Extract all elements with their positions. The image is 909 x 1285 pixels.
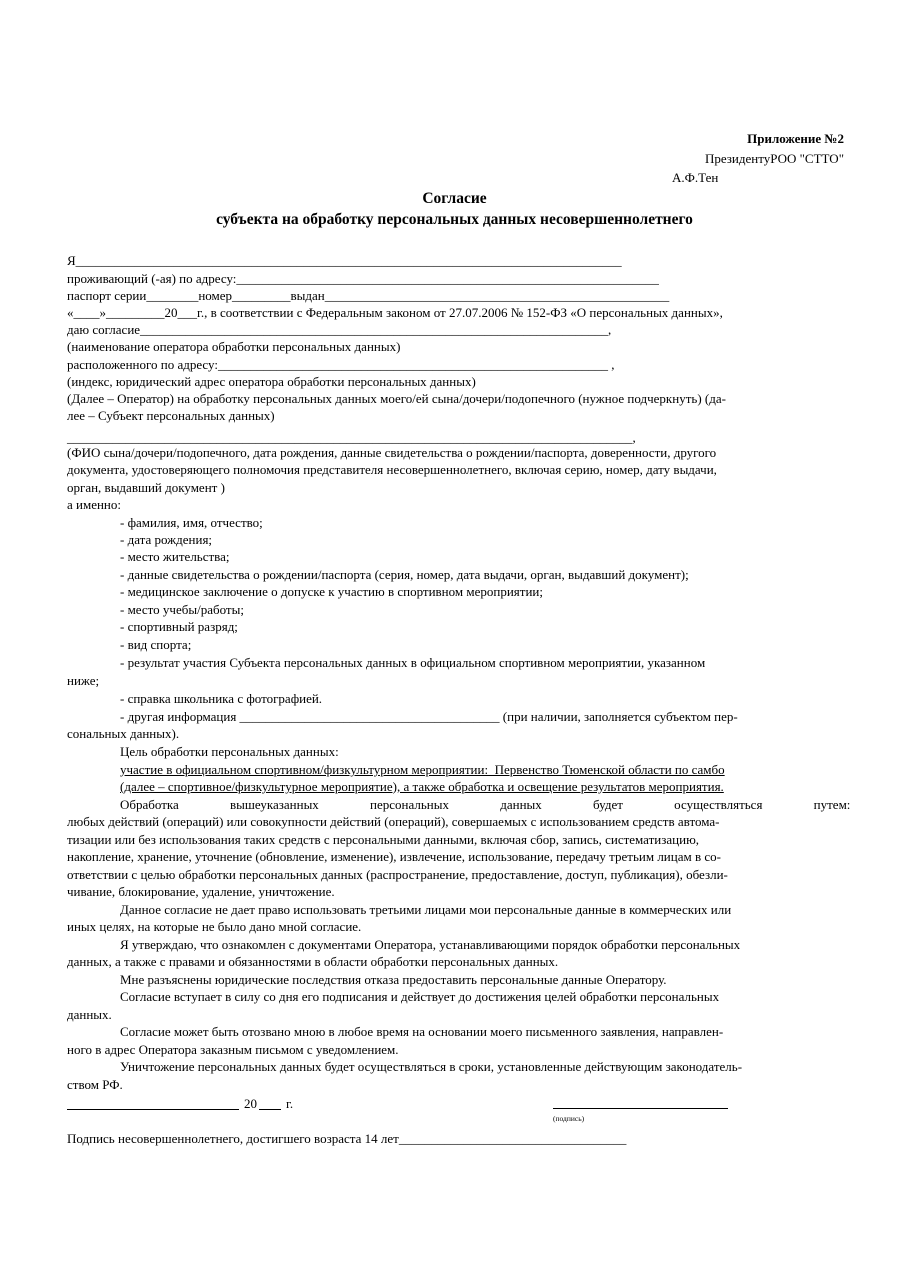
processing-line2: любых действий (операций) или совокупности действий (операций), совершаемых с использованием средств автома- [67,814,720,829]
hint-operator-address: (индекс, юридический адрес оператора обработки персональных данных) [67,374,476,389]
field-consent-to[interactable]: даю согласие________________________________________________________________________, [67,322,612,337]
hint-fio-line1: (ФИО сына/дочери/подопечного, дата рождения, данные свидетельства о рождении/паспорта, доверенности, другого [67,445,717,460]
list-item-result-line1: - результат участия Субъекта персональных данных в официальном спортивном мероприятии, указанном [120,655,706,670]
date-day-month-blank[interactable] [67,1109,239,1110]
field-date-law[interactable]: «____»_________20___г., в соответствии с Федеральным законом от 27.07.2006 № 152-ФЗ «О персональных данных», [67,305,723,320]
paragraph-destruction-line2: ством РФ. [67,1077,123,1092]
list-item-certificate: - справка школьника с фотографией. [120,691,323,706]
list-item-result-line2: ниже; [67,673,100,688]
list-item: - место жительства; [120,549,230,564]
purpose-line2: (далее – спортивное/физкультурное мероприятие), а также обработка и освещение результатов мероприятия. [120,779,724,794]
date-year-prefix: 20 [244,1096,257,1111]
signature-caption: (подпись) [553,1114,585,1123]
field-full-name[interactable]: Я____________________________________________________________________________________ [67,253,622,268]
list-item: - спортивный разряд; [120,619,238,634]
paragraph-destruction-line1: Уничтожение персональных данных будет осуществляться в сроки, установленные действующим законодатель- [120,1059,743,1074]
field-residence-address[interactable]: проживающий (-ая) по адресу:_________________________________________________________________ [67,271,659,286]
hint-fio-line3: орган, выдавший документ ) [67,480,225,495]
processing-line3: тизации или без использования таких средств с персональными данными, включая сбор, запись, систематизацию, [67,832,700,847]
paragraph-third-parties-line2: иных целях, на которые не было дано мной согласие. [67,919,362,934]
processing-line6: чивание, блокирование, удаление, уничтожение. [67,884,335,899]
paragraph-effective-line2: данных. [67,1007,112,1022]
paragraph-consequences: Мне разъяснены юридические последствия отказа предоставить персональные данные Оператору. [120,972,667,987]
field-passport[interactable]: паспорт серии________номер_________выдан_____________________________________________________ [67,288,670,303]
paragraph-revocation-line2: ного в адрес Оператора заказным письмом с уведомлением. [67,1042,399,1057]
signature-blank[interactable] [553,1108,728,1109]
addressee-name: А.Ф.Тен [672,170,719,185]
processing-line1: Обработка вышеуказанных персональных данных будет осуществляться путем: [120,797,851,812]
paragraph-effective-line1: Согласие вступает в силу со дня его подписания и действует до достижения целей обработки персональных [120,989,720,1004]
processing-line4: накопление, хранение, уточнение (обновление, изменение), извлечение, использование, передачу третьим лицам в со- [67,849,721,864]
list-item: - место учебы/работы; [120,602,244,617]
namely-label: а именно: [67,497,121,512]
minor-signature-line[interactable]: Подпись несовершеннолетнего, достигшего возраста 14 лет___________________________________ [67,1131,627,1146]
list-item: - вид спорта; [120,637,192,652]
field-minor-fio[interactable]: _______________________________________________________________________________________, [67,430,636,445]
purpose-line1: участие в официальном спортивном/физкультурном мероприятии: Первенство Тюменской области по самбо [120,762,725,777]
document-subtitle: субъекта на обработку персональных данных несовершеннолетнего [216,211,693,228]
document-title: Согласие [422,190,487,207]
field-operator-address[interactable]: расположенного по адресу:____________________________________________________________ , [67,357,615,372]
paragraph-acknowledge-line2: данных, а также с правами и обязанностями в области обработки персональных данных. [67,954,559,969]
hint-fio-line2: документа, удостоверяющего полномочия представителя несовершеннолетнего, включая серию, номер, дату выдачи, [67,462,717,477]
list-item: - медицинское заключение о допуске к участию в спортивном мероприятии; [120,584,543,599]
operator-text-line2: лее – Субъект персональных данных) [67,408,275,423]
operator-text-line1: (Далее – Оператор) на обработку персональных данных моего/ей сына/дочери/подопечного (нужное подчеркнуть) (да- [67,391,726,406]
date-year-blank[interactable] [259,1109,281,1110]
list-item: - дата рождения; [120,532,213,547]
purpose-label: Цель обработки персональных данных: [120,744,339,759]
list-item: - фамилия, имя, отчество; [120,515,263,530]
paragraph-acknowledge-line1: Я утверждаю, что ознакомлен с документами Оператора, устанавливающими порядок обработки персональных [120,937,741,952]
appendix-number: Приложение №2 [747,131,844,146]
processing-line5: ответствии с целью обработки персональных данных (распространение, предоставление, доступ, публикация), обезли- [67,867,728,882]
paragraph-revocation-line1: Согласие может быть отозвано мною в любое время на основании моего письменного заявления, направлен- [120,1024,724,1039]
hint-operator-name: (наименование оператора обработки персональных данных) [67,339,401,354]
date-year-suffix: г. [286,1096,294,1111]
addressee-line: ПрезидентуРОО "СТТО" [704,151,844,166]
paragraph-third-parties-line1: Данное согласие не дает право использовать третьими лицами мои персональные данные в коммерческих или [120,902,732,917]
list-item-other-info-line2: сональных данных). [67,726,180,741]
list-item: - данные свидетельства о рождении/паспорта (серия, номер, дата выдачи, орган, выдавший документ); [120,567,689,582]
list-item-other-info[interactable]: - другая информация ________________________________________ (при наличии, заполняется субъектом пер- [120,709,738,724]
